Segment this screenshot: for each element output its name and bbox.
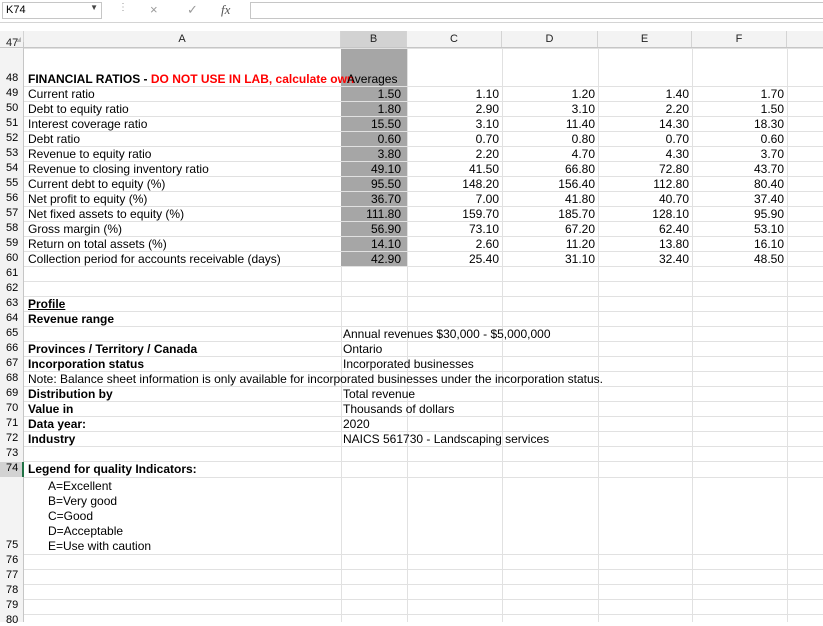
column-header-b[interactable]: B (341, 31, 407, 47)
revenue-range-value: Annual revenues $30,000 - $5,000,000 (343, 327, 551, 341)
row-header-56[interactable]: 56 (6, 192, 19, 204)
row-header-59[interactable]: 59 (6, 237, 19, 249)
legend-item: E=Use with caution (48, 539, 152, 553)
ratio-label: Revenue to closing inventory ratio (28, 162, 209, 176)
ratio-value-c: 25.40 (468, 252, 499, 266)
chevron-down-icon[interactable]: ▼ (90, 3, 98, 12)
ratio-value-f: 43.70 (753, 162, 784, 176)
row-header-62[interactable]: 62 (6, 282, 19, 294)
ratio-value-c: 3.10 (475, 117, 499, 131)
value-in-value: Thousands of dollars (343, 402, 455, 416)
ratio-value-c: 73.10 (468, 222, 499, 236)
ratio-label: Net profit to equity (%) (28, 192, 148, 206)
ratio-value-c: 0.70 (475, 132, 499, 146)
ratio-value-c: 148.20 (462, 177, 499, 191)
ratio-value-d: 3.10 (571, 102, 595, 116)
ratio-value-e: 2.20 (665, 102, 689, 116)
ratio-label: Collection period for accounts receivable (days) (28, 252, 281, 266)
name-box[interactable] (2, 2, 102, 19)
column-header-c[interactable]: C (407, 31, 502, 47)
name-box-value: K74 (6, 4, 26, 16)
ratio-value-f: 37.40 (753, 192, 784, 206)
provinces-value: Ontario (343, 342, 383, 356)
ratio-value-c: 1.10 (475, 87, 499, 101)
ratio-value-e: 112.80 (653, 177, 689, 191)
value-in-label: Value in (28, 402, 74, 416)
cancel-icon[interactable]: × (150, 2, 158, 17)
row-header-51[interactable]: 51 (6, 117, 19, 129)
row-header-79[interactable]: 79 (6, 599, 19, 611)
ratio-label: Debt to equity ratio (28, 102, 129, 116)
row-header-63[interactable]: 63 (6, 297, 19, 309)
ratio-value-f: 18.30 (753, 117, 784, 131)
ratio-label: Debt ratio (28, 132, 81, 146)
ratio-value-c: 41.50 (468, 162, 499, 176)
ratio-value-d: 11.40 (565, 117, 595, 131)
ratio-value-b: 0.60 (377, 132, 401, 146)
ratio-value-e: 14.30 (658, 117, 689, 131)
ratio-label: Return on total assets (%) (28, 237, 167, 251)
data-year-value: 2020 (343, 417, 370, 431)
ratio-value-b: 49.10 (370, 162, 401, 176)
legend-title: Legend for quality Indicators: (28, 462, 197, 476)
averages-label: Averages (347, 72, 398, 86)
row-header-70[interactable]: 70 (6, 402, 19, 414)
revenue-range-label: Revenue range (28, 312, 115, 326)
row-header-61[interactable]: 61 (6, 267, 19, 279)
ratio-value-f: 1.50 (760, 102, 784, 116)
row-header-71[interactable]: 71 (6, 417, 19, 429)
row-header-58[interactable]: 58 (6, 222, 19, 234)
row-header-49[interactable]: 49 (6, 87, 19, 99)
row-header-52[interactable]: 52 (6, 132, 19, 144)
row-header-73[interactable]: 73 (6, 447, 19, 459)
enter-icon[interactable]: ✓ (187, 2, 198, 17)
insert-function-icon[interactable]: fx (221, 2, 231, 17)
row-header-78[interactable]: 78 (6, 584, 19, 596)
incorporation-label: Incorporation status (28, 357, 145, 371)
ratio-value-d: 11.20 (565, 237, 595, 251)
ratio-value-e: 128.10 (652, 207, 689, 221)
row-header-53[interactable]: 53 (6, 147, 19, 159)
row-header-60[interactable]: 60 (6, 252, 19, 264)
distribution-label: Distribution by (28, 387, 113, 401)
industry-label: Industry (28, 432, 76, 446)
profile-title: Profile (28, 297, 66, 311)
legend-item: A=Excellent (48, 479, 112, 493)
legend-item: C=Good (48, 509, 94, 523)
ratios-header: FINANCIAL RATIOS - DO NOT USE IN LAB, calculate own (28, 72, 355, 86)
legend-item: D=Acceptable (48, 524, 124, 538)
ratio-value-b: 111.80 (366, 207, 401, 221)
ratio-label: Net fixed assets to equity (%) (28, 207, 185, 221)
ratio-value-f: 0.60 (760, 132, 784, 146)
row-header-64[interactable]: 64 (6, 312, 19, 324)
provinces-label: Provinces / Territory / Canada (28, 342, 198, 356)
ratio-value-c: 2.60 (475, 237, 499, 251)
data-year-label: Data year: (28, 417, 87, 431)
ratio-value-e: 0.70 (665, 132, 689, 146)
ratio-value-c: 2.90 (475, 102, 499, 116)
ratio-value-f: 16.10 (753, 237, 784, 251)
row-header-80[interactable]: 80 (6, 614, 19, 626)
formula-bar (0, 0, 823, 23)
ratio-label: Current debt to equity (%) (28, 177, 166, 191)
row-header-77[interactable]: 77 (6, 569, 19, 581)
ratio-value-f: 1.70 (760, 87, 784, 101)
ratio-label: Revenue to equity ratio (28, 147, 152, 161)
ratio-value-d: 67.20 (564, 222, 595, 236)
ratio-value-f: 53.10 (753, 222, 784, 236)
incorporation-value: Incorporated businesses (343, 357, 474, 371)
ratio-label: Interest coverage ratio (28, 117, 148, 131)
ratio-value-b: 95.50 (370, 177, 401, 191)
row-header-48[interactable]: 48 (6, 72, 19, 84)
ratio-value-e: 72.80 (658, 162, 689, 176)
row-header-69[interactable]: 69 (6, 387, 19, 399)
ratio-value-e: 1.40 (665, 87, 689, 101)
ratio-value-b: 1.50 (377, 87, 401, 101)
column-headers (0, 31, 823, 48)
note-text: Note: Balance sheet information is only available for incorporated businesses under the incorporation status. (28, 372, 603, 386)
ratio-value-d: 4.70 (571, 147, 595, 161)
ratio-value-b: 56.90 (370, 222, 401, 236)
ratio-value-f: 80.40 (753, 177, 784, 191)
column-header-a[interactable]: A (24, 31, 341, 47)
row-header-55[interactable]: 55 (6, 177, 19, 189)
ratio-value-b: 36.70 (370, 192, 401, 206)
row-header-50[interactable]: 50 (6, 102, 19, 114)
ratio-value-e: 4.30 (665, 147, 689, 161)
ratio-value-f: 48.50 (753, 252, 784, 266)
more-options-icon[interactable]: ⋮ (118, 2, 128, 13)
ratio-value-c: 7.00 (475, 192, 499, 206)
ratio-value-b: 15.50 (370, 117, 401, 131)
ratio-value-e: 40.70 (658, 192, 689, 206)
row-header-67[interactable]: 67 (6, 357, 19, 369)
row-header-65[interactable]: 65 (6, 327, 19, 339)
industry-value: NAICS 561730 - Landscaping services (343, 432, 550, 446)
column-header-f[interactable]: F (692, 31, 787, 47)
row-header-74[interactable]: 74 (6, 462, 19, 474)
ratio-value-d: 156.40 (558, 177, 595, 191)
ratio-value-e: 62.40 (658, 222, 689, 236)
ratio-value-c: 159.70 (462, 207, 499, 221)
ratio-value-b: 1.80 (377, 102, 401, 116)
row-header-76[interactable]: 76 (6, 554, 19, 566)
ratio-value-b: 3.80 (377, 147, 401, 161)
column-header-e[interactable]: E (598, 31, 692, 47)
ratios-warning: DO NOT USE IN LAB, calculate own (150, 72, 355, 86)
ratio-value-b: 42.90 (370, 252, 401, 266)
ratio-value-f: 3.70 (760, 147, 784, 161)
ratio-value-d: 41.80 (564, 192, 595, 206)
ratio-value-b: 14.10 (370, 237, 401, 251)
distribution-value: Total revenue (343, 387, 416, 401)
ratio-value-d: 1.20 (571, 87, 595, 101)
ratio-value-d: 66.80 (564, 162, 595, 176)
row-header-68[interactable]: 68 (6, 372, 19, 384)
ratio-label: Gross margin (%) (28, 222, 123, 236)
row-header-66[interactable]: 66 (6, 342, 19, 354)
row-header-47[interactable]: 47 (6, 37, 19, 49)
ratio-value-f: 95.90 (753, 207, 784, 221)
ratio-value-d: 185.70 (558, 207, 595, 221)
ratio-value-e: 32.40 (658, 252, 689, 266)
ratio-value-c: 2.20 (475, 147, 499, 161)
row-header-54[interactable]: 54 (6, 162, 19, 174)
ratio-value-d: 0.80 (571, 132, 595, 146)
column-header-d[interactable]: D (502, 31, 598, 47)
row-header-75[interactable]: 75 (6, 539, 19, 551)
row-header-72[interactable]: 72 (6, 432, 19, 444)
ratio-value-d: 31.10 (564, 252, 595, 266)
ratio-value-e: 13.80 (658, 237, 689, 251)
row-header-57[interactable]: 57 (6, 207, 19, 219)
legend-item: B=Very good (48, 494, 118, 508)
formula-input[interactable] (250, 2, 823, 19)
spreadsheet-grid[interactable] (0, 37, 823, 626)
ratio-label: Current ratio (28, 87, 95, 101)
